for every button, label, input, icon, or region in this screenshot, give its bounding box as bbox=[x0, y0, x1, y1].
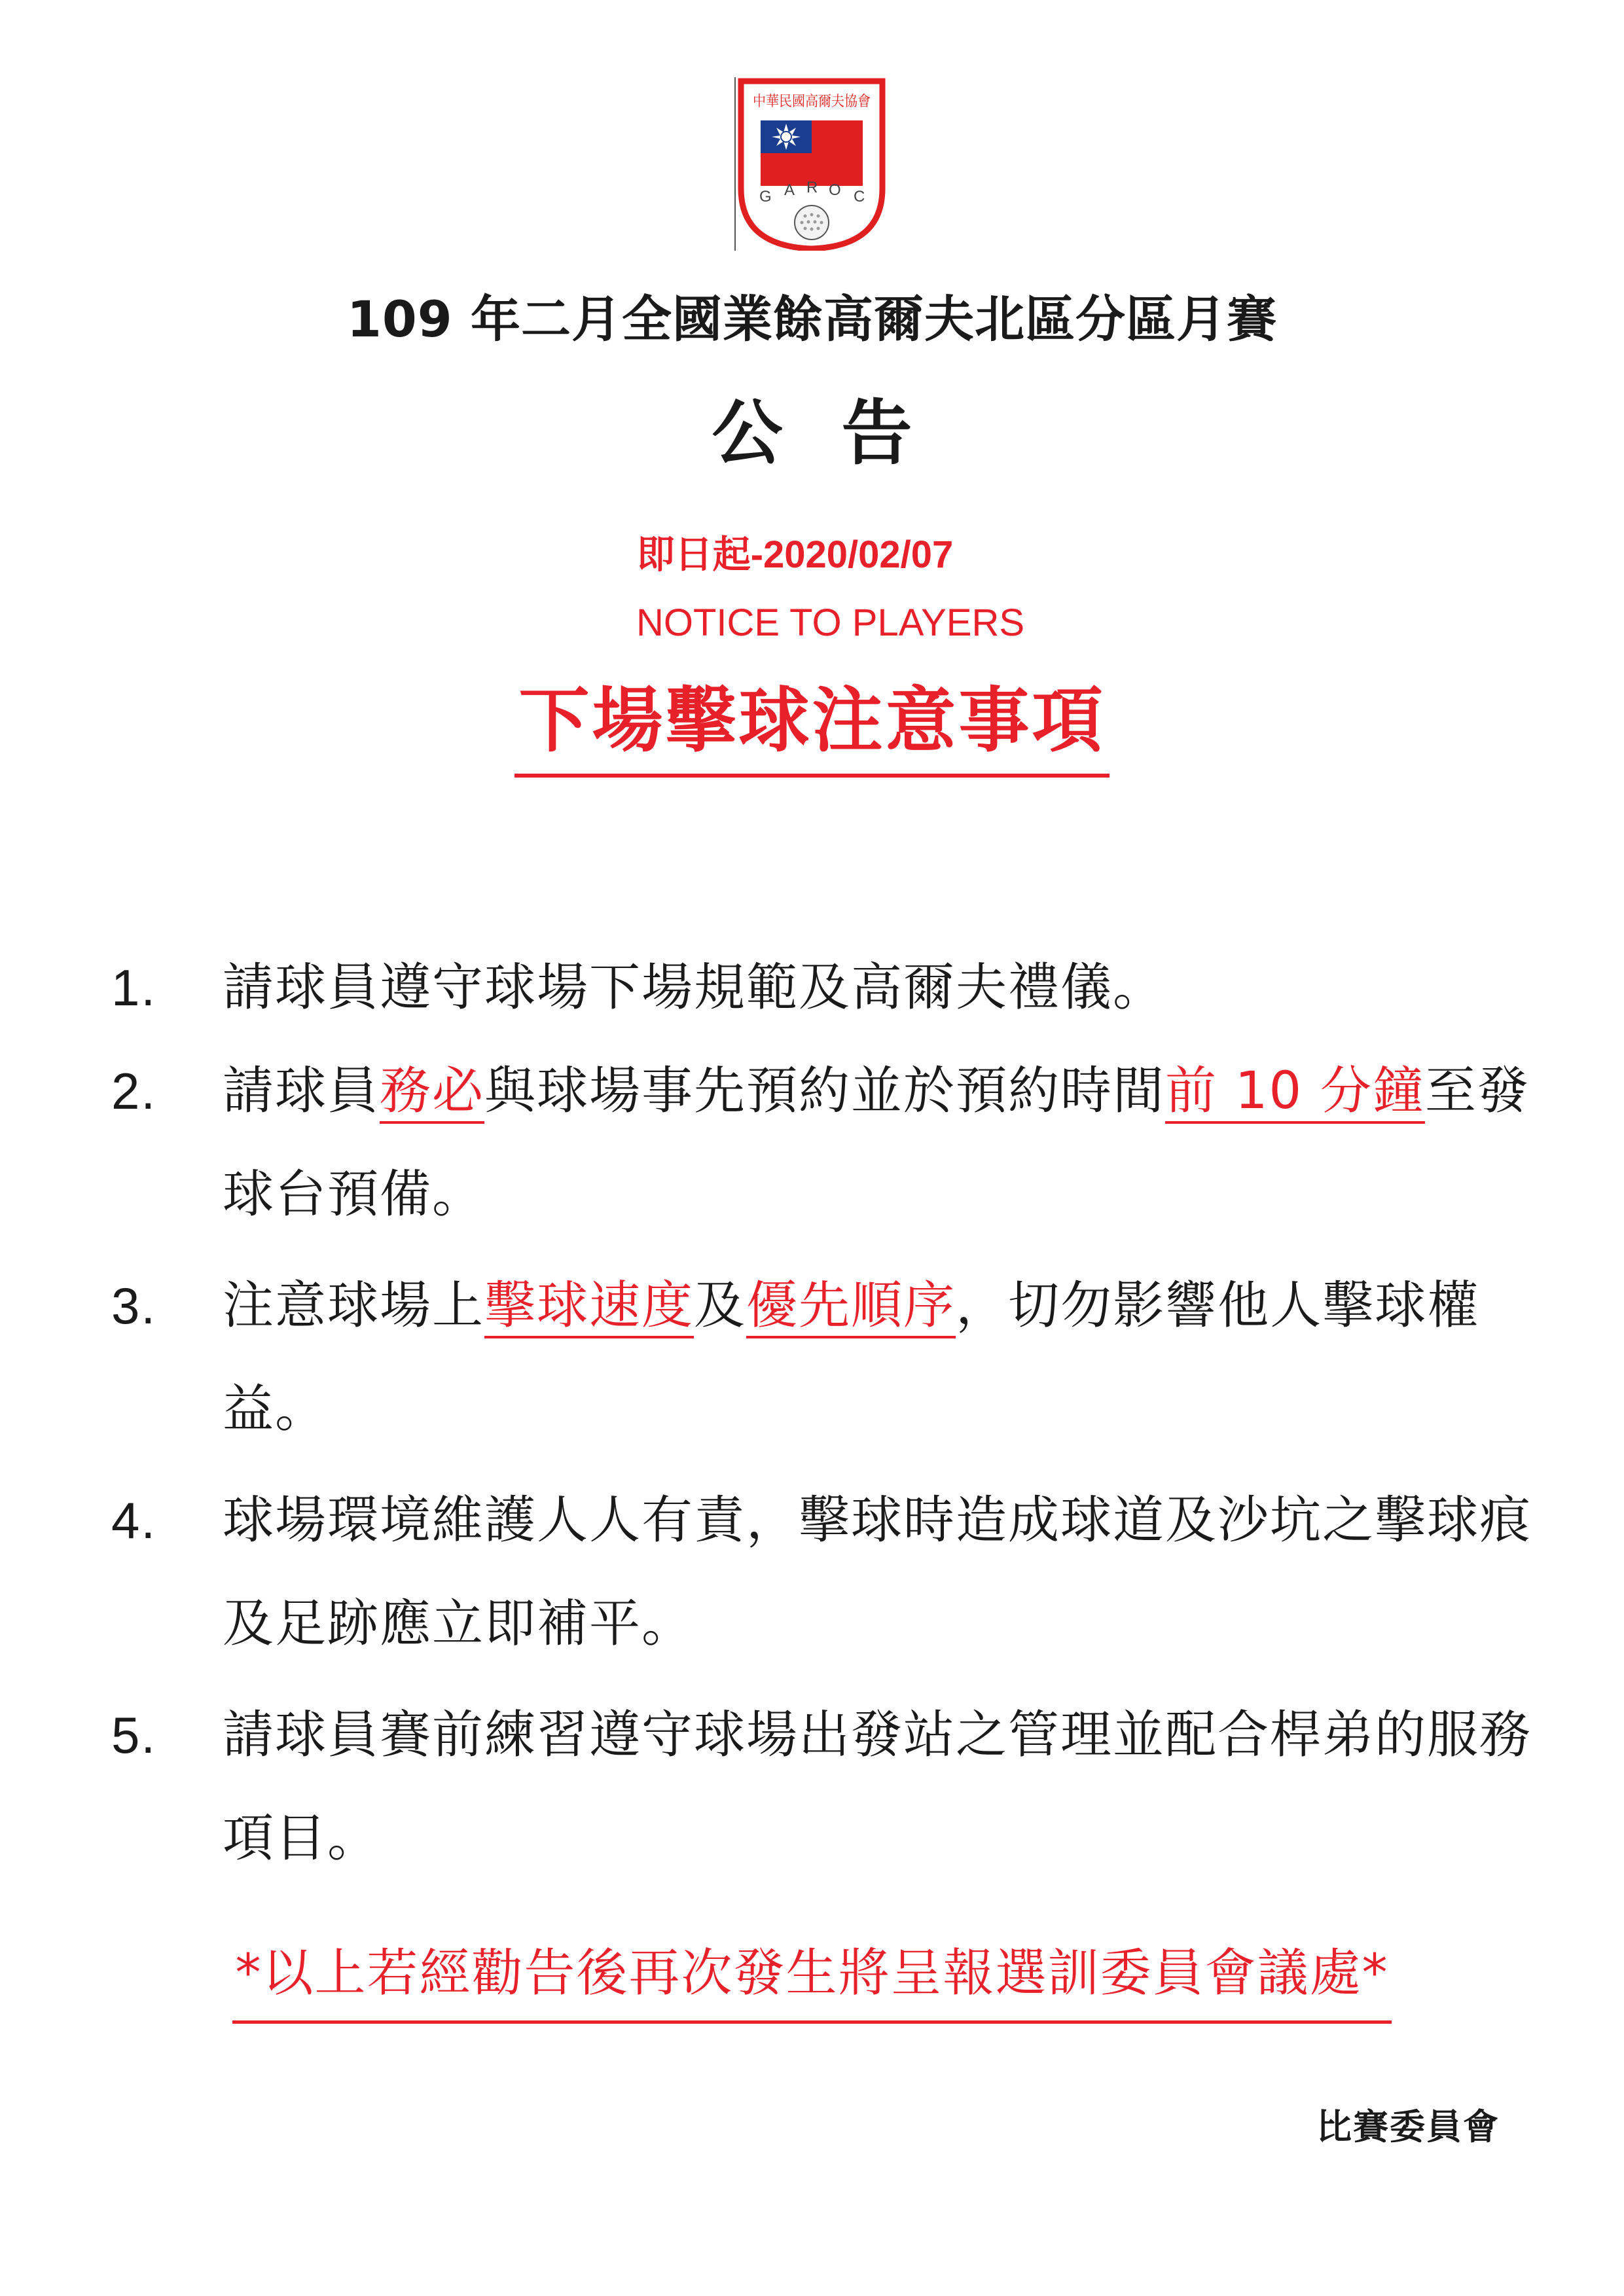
rule-text: ，切勿影響他人擊球權益。 bbox=[223, 1276, 1480, 1439]
rule-item bbox=[111, 1683, 1532, 1890]
rule-item bbox=[111, 1469, 1532, 1676]
event-title: 109 年二月全國業餘高爾夫北區分區月賽 bbox=[346, 290, 1278, 348]
logo-letter-a: A bbox=[784, 181, 795, 199]
rule-highlight-text: 優先順序 bbox=[746, 1276, 956, 1335]
logo-letter-g: G bbox=[759, 188, 772, 206]
rule-number: 3. bbox=[111, 1277, 157, 1335]
logo-letter-o: O bbox=[829, 181, 841, 199]
rule-item bbox=[111, 936, 1532, 1039]
rule-number: 1. bbox=[111, 959, 157, 1016]
rule-text: 與球場事先預約並於預約時間 bbox=[484, 1062, 1166, 1121]
rule-text: 請球員遵守球場下場規範及高爾夫禮儀。 bbox=[223, 958, 1166, 1017]
rule-number: 5. bbox=[111, 1706, 157, 1764]
rule-text: 及 bbox=[694, 1276, 747, 1335]
main-heading-container bbox=[0, 675, 1624, 778]
rule-number: 4. bbox=[111, 1492, 157, 1549]
logo-letter-c: C bbox=[854, 188, 865, 206]
rule-item bbox=[111, 1254, 1532, 1461]
rule-text: 請球員 bbox=[223, 1062, 380, 1121]
announcement-heading: 公告 bbox=[712, 393, 971, 475]
golf-ball-icon bbox=[795, 206, 829, 240]
rule-number: 2. bbox=[111, 1062, 157, 1120]
rule-text: 注意球場上 bbox=[223, 1276, 485, 1335]
rule-text: 球場環境維護人人有責，擊球時造成球道及沙坑之擊球痕及足跡應立即補平。 bbox=[223, 1491, 1532, 1653]
warning-container bbox=[0, 1934, 1624, 2024]
committee-signature: 比賽委員會 bbox=[1316, 2106, 1500, 2147]
effective-date: 即日起-2020/02/07 bbox=[636, 533, 954, 576]
main-heading: 下場擊球注意事項 bbox=[514, 675, 1109, 778]
rule-text: 請球員賽前練習遵守球場出發站之管理並配合桿弟的服務項目。 bbox=[223, 1706, 1532, 1868]
logo-letter-r: R bbox=[806, 179, 818, 196]
notice-to-players: NOTICE TO PLAYERS bbox=[636, 601, 1025, 644]
rule-item bbox=[111, 1039, 1532, 1246]
warning-notice: *以上若經勸告後再次發生將呈報選訓委員會議處* bbox=[232, 1934, 1391, 2024]
garoc-logo bbox=[733, 77, 890, 251]
rules-list bbox=[111, 936, 1532, 1890]
rule-highlight-text: 務必 bbox=[380, 1062, 485, 1121]
rule-text: 至發球台預備。 bbox=[223, 1062, 1530, 1224]
logo-top-text: 中華民國高爾夫協會 bbox=[753, 94, 871, 110]
rule-highlight-text: 擊球速度 bbox=[484, 1276, 695, 1335]
rule-highlight-text: 前 10 分鐘 bbox=[1165, 1062, 1425, 1121]
